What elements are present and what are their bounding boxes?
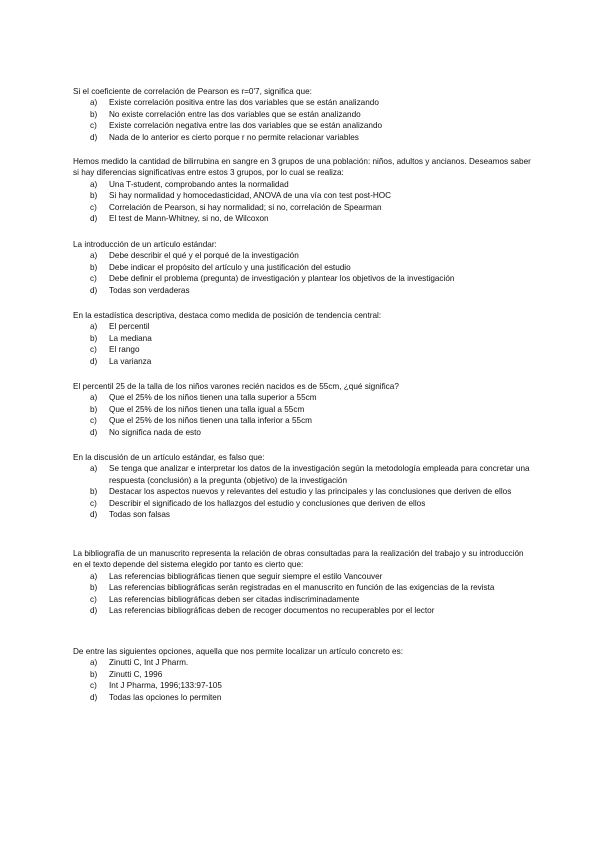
option-c bbox=[73, 202, 533, 213]
option-a bbox=[73, 657, 533, 668]
option-letter: d) bbox=[90, 214, 98, 224]
option-c bbox=[73, 415, 533, 426]
question-2 bbox=[73, 156, 533, 224]
option-letter: c) bbox=[90, 202, 97, 212]
option-b bbox=[73, 669, 533, 680]
question-4 bbox=[73, 310, 533, 367]
option-letter: b) bbox=[90, 487, 98, 497]
option-text: Correlación de Pearson, si hay normalidad; si no, correlación de Spearman bbox=[109, 202, 382, 212]
options-list bbox=[73, 657, 533, 703]
option-text: Existe correlación negativa entre las dos variables que se están analizando bbox=[109, 121, 383, 131]
option-letter: c) bbox=[90, 121, 97, 131]
option-text: Debe definir el problema (pregunta) de investigación y plantear los objetivos de la investigación bbox=[109, 274, 455, 284]
option-b bbox=[73, 109, 533, 120]
option-d bbox=[73, 605, 533, 616]
option-letter: d) bbox=[90, 356, 98, 366]
option-a bbox=[73, 392, 533, 403]
option-text: Las referencias bibliográficas deben ser citadas indiscriminadamente bbox=[109, 594, 360, 604]
question-stem: Hemos medido la cantidad de bilirrubina en sangre en 3 grupos de una población: niños, adultos y ancianos. Deseamos saber si hay diferencias significativas entre estos 3 grupos, por lo cual se realiza: bbox=[73, 157, 531, 178]
option-letter: a) bbox=[90, 658, 98, 668]
option-c bbox=[73, 680, 533, 691]
option-letter: d) bbox=[90, 510, 98, 520]
question-6 bbox=[73, 452, 533, 520]
option-b bbox=[73, 404, 533, 415]
options-list bbox=[73, 321, 533, 367]
option-text: Existe correlación positiva entre las dos variables que se están analizando bbox=[109, 98, 379, 108]
options-list bbox=[73, 179, 533, 225]
option-text: Destacar los aspectos nuevos y relevantes del estudio y las principales y las conclusiones que deriven de ellos bbox=[109, 487, 512, 497]
question-stem: De entre las siguientes opciones, aquella que nos permite localizar un artículo concreto es: bbox=[73, 647, 403, 656]
option-d bbox=[73, 509, 533, 520]
option-d bbox=[73, 285, 533, 296]
option-letter: a) bbox=[90, 464, 98, 474]
option-letter: b) bbox=[90, 669, 98, 679]
option-d bbox=[73, 132, 533, 143]
option-a bbox=[73, 321, 533, 332]
option-d bbox=[73, 427, 533, 438]
option-letter: c) bbox=[90, 498, 97, 508]
option-letter: a) bbox=[90, 179, 98, 189]
question-8 bbox=[73, 646, 533, 703]
option-letter: d) bbox=[90, 427, 98, 437]
option-c bbox=[73, 594, 533, 605]
question-stem: La introducción de un artículo estándar: bbox=[73, 240, 217, 249]
option-text: La varianza bbox=[109, 356, 152, 366]
option-text: Que el 25% de los niños tienen una talla igual a 55cm bbox=[109, 404, 305, 414]
option-text: Que el 25% de los niños tienen una talla inferior a 55cm bbox=[109, 416, 312, 426]
option-text: Todas son falsas bbox=[109, 510, 170, 520]
option-text: La mediana bbox=[109, 333, 152, 343]
question-5 bbox=[73, 381, 533, 438]
option-letter: b) bbox=[90, 333, 98, 343]
option-b bbox=[73, 486, 533, 497]
option-text: Todas las opciones lo permiten bbox=[109, 692, 222, 702]
option-text: Que el 25% de los niños tienen una talla superior a 55cm bbox=[109, 393, 317, 403]
option-text: Describir el significado de los hallazgos del estudio y conclusiones que deriven de ellos bbox=[109, 498, 426, 508]
option-text: Int J Pharma, 1996;133:97-105 bbox=[109, 681, 222, 691]
option-c bbox=[73, 273, 533, 284]
option-letter: a) bbox=[90, 98, 98, 108]
option-c bbox=[73, 498, 533, 509]
option-text: El test de Mann-Whitney, si no, de Wilcoxon bbox=[109, 214, 269, 224]
option-letter: b) bbox=[90, 262, 98, 272]
option-letter: b) bbox=[90, 583, 98, 593]
options-list bbox=[73, 571, 533, 617]
question-7 bbox=[73, 548, 533, 616]
option-letter: a) bbox=[90, 251, 98, 261]
option-letter: d) bbox=[90, 606, 98, 616]
option-a bbox=[73, 250, 533, 261]
option-text: Las referencias bibliográficas tienen que seguir siempre el estilo Vancouver bbox=[109, 571, 383, 581]
option-a bbox=[73, 571, 533, 582]
option-c bbox=[73, 120, 533, 131]
option-a bbox=[73, 97, 533, 108]
option-letter: b) bbox=[90, 109, 98, 119]
question-3 bbox=[73, 239, 533, 296]
question-stem: La bibliografía de un manuscrito representa la relación de obras consultadas para la realización del trabajo y su introducción en el texto depende del sistema elegido por tanto es cierto que: bbox=[73, 549, 524, 570]
option-b bbox=[73, 333, 533, 344]
option-letter: a) bbox=[90, 393, 98, 403]
option-letter: b) bbox=[90, 191, 98, 201]
option-letter: d) bbox=[90, 285, 98, 295]
question-stem: El percentil 25 de la talla de los niños varones recién nacidos es de 55cm, ¿qué significa? bbox=[73, 382, 399, 391]
question-stem: En la discusión de un artículo estándar, es falso que: bbox=[73, 453, 265, 462]
option-text: Si hay normalidad y homocedasticidad, ANOVA de una vía con test post-HOC bbox=[109, 191, 392, 201]
option-letter: a) bbox=[90, 322, 98, 332]
option-letter: d) bbox=[90, 132, 98, 142]
option-text: Las referencias bibliográficas deben de recoger documentos no recuperables por el lector bbox=[109, 606, 435, 616]
option-a bbox=[73, 179, 533, 190]
option-b bbox=[73, 262, 533, 273]
options-list bbox=[73, 250, 533, 296]
options-list bbox=[73, 392, 533, 438]
option-letter: c) bbox=[90, 274, 97, 284]
option-d bbox=[73, 692, 533, 703]
option-b bbox=[73, 190, 533, 201]
option-text: Zinutti C, 1996 bbox=[109, 669, 163, 679]
question-stem: En la estadística descriptiva, destaca como medida de posición de tendencia central: bbox=[73, 311, 382, 320]
option-letter: c) bbox=[90, 594, 97, 604]
option-letter: c) bbox=[90, 416, 97, 426]
option-text: Zinutti C, Int J Pharm. bbox=[109, 658, 189, 668]
option-text: No existe correlación entre las dos variables que se están analizando bbox=[109, 109, 361, 119]
option-text: El percentil bbox=[109, 322, 150, 332]
option-b bbox=[73, 582, 533, 593]
option-text: Nada de lo anterior es cierto porque r no permite relacionar variables bbox=[109, 132, 359, 142]
option-text: El rango bbox=[109, 345, 140, 355]
option-text: Debe indicar el propósito del artículo y una justificación del estudio bbox=[109, 262, 351, 272]
option-text: Una T-student, comprobando antes la normalidad bbox=[109, 179, 289, 189]
option-a bbox=[73, 463, 533, 486]
option-text: Las referencias bibliográficas serán registradas en el manuscrito en función de las exigencias de la revista bbox=[109, 583, 495, 593]
option-c bbox=[73, 344, 533, 355]
option-letter: d) bbox=[90, 692, 98, 702]
option-d bbox=[73, 213, 533, 224]
option-letter: a) bbox=[90, 571, 98, 581]
option-text: Debe describir el qué y el porqué de la investigación bbox=[109, 251, 299, 261]
option-letter: c) bbox=[90, 345, 97, 355]
option-letter: b) bbox=[90, 404, 98, 414]
options-list bbox=[73, 463, 533, 520]
option-text: No significa nada de esto bbox=[109, 427, 201, 437]
option-text: Todas son verdaderas bbox=[109, 285, 190, 295]
options-list bbox=[73, 97, 533, 143]
option-d bbox=[73, 356, 533, 367]
question-stem: Si el coeficiente de correlación de Pearson es r=0'7, significa que: bbox=[73, 87, 312, 96]
question-1 bbox=[73, 86, 533, 143]
option-text: Se tenga que analizar e interpretar los datos de la investigación según la metodología empleada para concretar una respuesta (conclusión) a la pregunta (objetivo) de la investigación bbox=[109, 464, 530, 485]
option-letter: c) bbox=[90, 681, 97, 691]
